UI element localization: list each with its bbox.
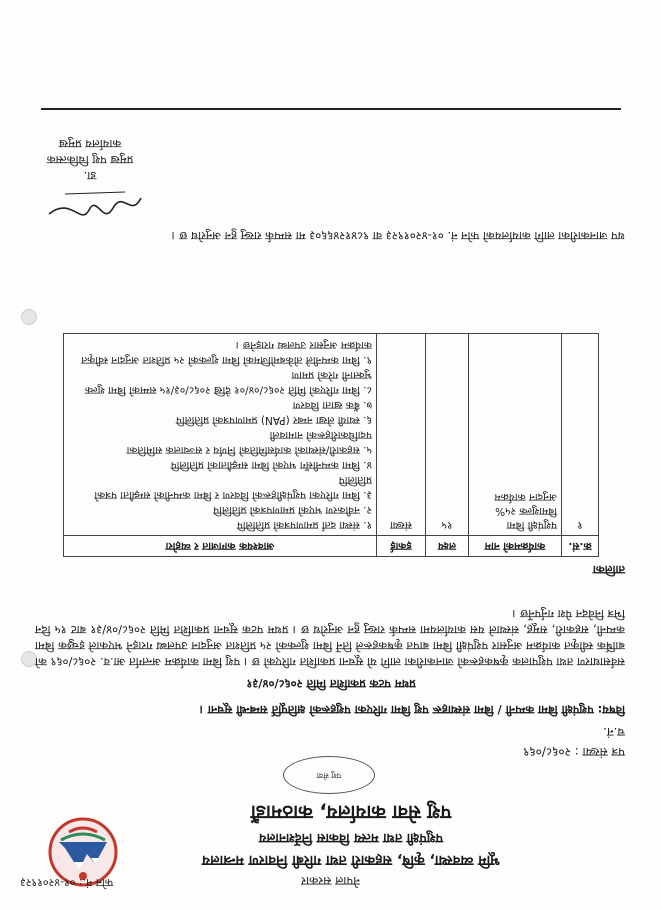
cell-target: १५	[426, 334, 469, 536]
punch-hole-bottom	[21, 309, 37, 325]
condition-item: २. नवीकरण भएको प्रमाणपत्रको प्रतिलिपि	[213, 504, 372, 516]
condition-item: ५. सहकारी/संस्थाको कार्यसमितिको निर्णय र सञ्चालक समितिका पदाधिकारीहरूको नामावली	[126, 429, 372, 456]
header-sn: क्र.सं.	[562, 536, 599, 557]
condition-item: ३. बिमा गरिएका पशुपंक्षीहरूको विवरण र बिमा कम्पनीको सम्झौता पत्रको प्रतिलिपि	[94, 474, 372, 501]
condition-item: ९. बिमा कम्पनीले तोकेबमोजिमको बिमा शुल्कको २५ प्रतिशत अनुदान स्वीकृत कार्यक्रम अनुसार उपलब्ध गराइनेछ ।	[81, 339, 372, 366]
cell-conditions	[64, 334, 377, 536]
department-name: पशुपंक्षी तथा मत्स्य विकास निर्देशनालय	[259, 830, 444, 845]
footer-divider	[41, 108, 621, 110]
condition-item: १. संस्था दर्ता प्रमाणपत्रको प्रतिलिपि	[236, 519, 372, 531]
cell-unit: संख्या	[377, 334, 426, 536]
letter-subject: विषय: पशुपंक्षी बिमा कम्पनी / बिमा संस्थाहरू पशु बिमा गरिएका पशुहरूको क्षतिपूर्ति सम्बन्धी सूचना ।	[199, 703, 625, 717]
cell-program: पशुपंक्षी बिमा बिमाशुल्क २५% अनुदान कार्यक्रम	[469, 334, 562, 536]
header-program: कार्यक्रमको नाम	[469, 536, 562, 557]
signatory-role: कार्यालय प्रमुख	[58, 137, 122, 151]
signature-icon	[45, 184, 145, 224]
condition-item: ७. बैंक खाता विवरण	[292, 399, 372, 411]
reference-number: पत्र संख्या : २०६८/०६९	[523, 745, 625, 759]
condition-item: ४. बिमा कम्पनीसँग भएको बिमा सम्झौताको प्रतिलिपि	[170, 459, 372, 471]
chalani-number: च.नं.	[603, 725, 625, 739]
condition-item: ८. बिमा गरिएको मिति २०६८/०४/०१ देखि २०६८/०३/१५ सम्मको बिमा शुल्क भुक्तानी गरेको प्रमाण	[84, 369, 372, 396]
contact-note: थप जानकारीका लागि कार्यालयको फोन नं. ०१-४२०१९२३ वा ९८४१२४६६०३ मा सम्पर्क राख्नु हुन अनुरोध छ ।	[171, 229, 625, 243]
letter-body: सर्वसाधारण तथा पशुपालक कृषकहरूको जानकारीका लागि यो सूचना प्रकाशित गरिएको छ । पशु बिमा कार्यक्रम अन्तर्गत आ.व. २०६८/०६९ को बार्षिक स्वीकृत कार्यक्रम अनुसार पशुपंक्षी बिमा बापत कृषकहरूले तिर्ने बिमा शुल्कको २५ प्रतिशत अनुदान उपलब्ध गराइने भएकाले इच्छुक बिमा कम्पनी, सहकारी, समूह, संस्थाले यस कार्यालयमा सम्पर्क राख्नु हुन अनुरोध छ । प्रथम पटक सूचना प्रकाशित मिति २०६८/०४/३१ बाट १५ दिन भित्र निवेदन पेश गर्नुपर्नेछ ।	[35, 607, 625, 669]
notice-title: प्रथम पटक प्रकाशित मिति २०६८/०४/३१	[246, 677, 416, 691]
header-unit: इकाई	[377, 536, 426, 557]
requirements-table	[63, 333, 599, 557]
signatory-name: डा.	[83, 169, 97, 183]
office-stamp: पशु सेवा	[283, 756, 375, 794]
government-name: नेपाल सरकार	[301, 874, 360, 888]
cell-sn: १	[562, 334, 599, 536]
office-name: पशु सेवा कार्यालय, काठमाडौं	[250, 801, 452, 823]
header-conditions: आवश्यक कागजात र व्यहोरा	[64, 536, 377, 557]
header-target: लक्ष्य	[426, 536, 469, 557]
ministry-name: भूमि व्यवस्था, कृषि, सहकारी तथा गरिबी निवारण मन्त्रालय	[201, 852, 501, 868]
table-section-label: तालिका	[592, 563, 625, 577]
table-header-row	[64, 536, 599, 557]
condition-item: ६. स्थायी लेखा नम्बर (PAN) प्रमाणपत्रको प्रतिलिपि	[175, 414, 372, 426]
signatory-title: प्रमुख पशु चिकित्सक	[46, 153, 134, 167]
office-phone: फोन नं.: ०१-४२०१९२३	[20, 876, 114, 889]
table-row	[64, 334, 599, 536]
